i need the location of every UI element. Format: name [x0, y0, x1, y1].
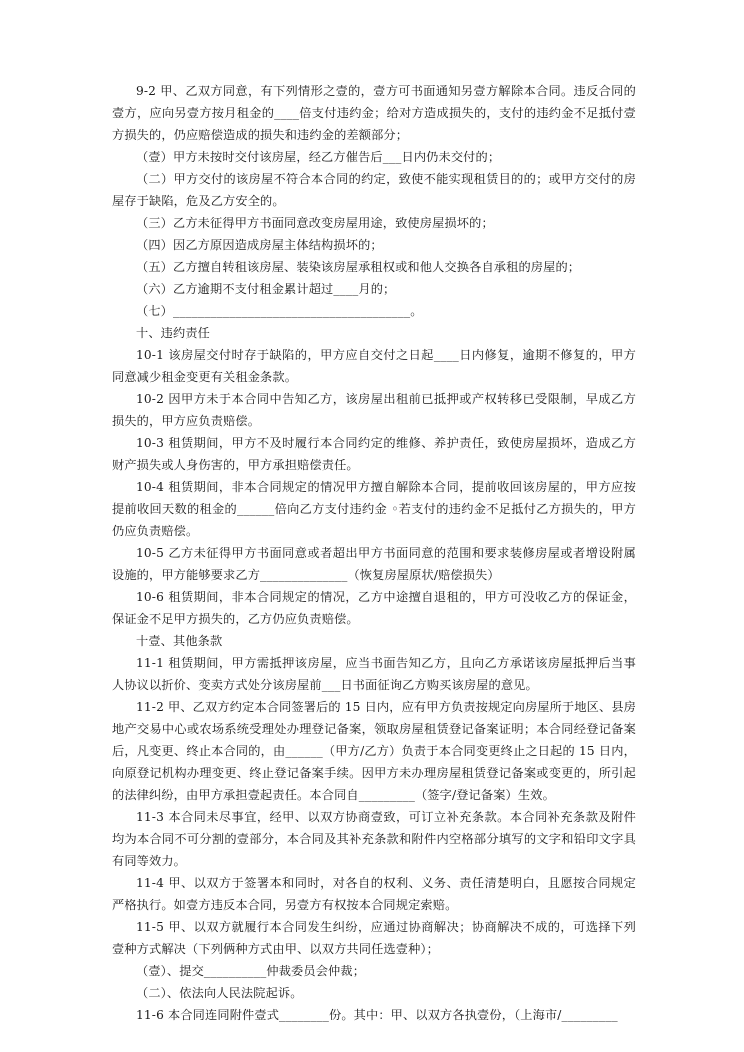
contract-paragraph: 9-2 甲、乙双方同意，有下列情形之壹的，壹方可书面通知另壹方解除本合同。违反合同的壹方，应向另壹方按月租金的____倍支付违约金；给对方造成损失的，支付的违约金不足抵付壹方损失的，仍应赔偿造成的损失和违约金的差额部分；	[112, 84, 636, 142]
contract-paragraph: （四）因乙方原因造成房屋主体结构损坏的；	[136, 238, 383, 252]
contract-paragraph: （二）甲方交付的该房屋不符合本合同的约定，致使不能实现租赁目的的；或甲方交付的房屋存于缺陷，危及乙方安全的。	[112, 172, 636, 208]
contract-paragraph: 10-6 租赁期间，非本合同规定的情况，乙方中途擅自退租的，甲方可没收乙方的保证金，保证金不足甲方损失的，乙方仍应负责赔偿。	[112, 590, 636, 626]
contract-paragraph: （五）乙方擅自转租该房屋、装染该房屋承租权或和他人交换各自承租的房屋的；	[136, 260, 581, 274]
section-heading: 十、违约责任	[136, 326, 211, 340]
contract-paragraph: （六）乙方逾期不支付租金累计超过____月的；	[136, 282, 396, 296]
contract-paragraph: （壹）、提交__________仲裁委员会仲裁；	[136, 964, 366, 978]
contract-paragraph: 11-1 租赁期间，甲方需抵押该房屋，应当书面告知乙方，且向乙方承诺该房屋抵押后当事人协议以折价、变卖方式处分该房屋前___日书面征询乙方购买该房屋的意见。	[112, 656, 636, 692]
contract-paragraph: （二）、依法向人民法院起诉。	[136, 986, 303, 1000]
contract-paragraph: 11-4 甲、以双方于签署本和同时，对各自的权利、义务、责任清楚明白，且愿按合同规定严格执行。如壹方违反本合同，另壹方有权按本合同规定索赔。	[112, 876, 636, 912]
contract-page	[112, 80, 636, 1026]
contract-paragraph: 10-1 该房屋交付时存于缺陷的，甲方应自交付之日起____日内修复，逾期不修复的，甲方同意减少租金变更有关租金条款。	[112, 348, 636, 384]
contract-paragraph: 11-2 甲、乙双方约定本合同签署后的 15 日内，应有甲方负责按规定向房屋所于地区、县房地产交易中心或农场系统受理处办理登记备案，领取房屋租赁登记备案证明；本合同经登记备案后，凡变更、终止本合同的，由______（甲方/乙方）负责于本合同变更终止之日起的 15 日内，向原登记机构办理变更、终止登记备案手续。因甲方未办理房屋租赁登记备案或变更的，所引起的法律纠纷，由甲方承担壹起责任。本合同自_________（签字/登记备案）生效。	[112, 700, 637, 802]
contract-paragraph: 10-3 租赁期间，甲方不及时履行本合同约定的维修、养护责任，致使房屋损坏，造成乙方财产损失或人身伤害的，甲方承担赔偿责任。	[112, 436, 636, 472]
contract-paragraph: 10-4 租赁期间，非本合同规定的情况甲方擅自解除本合同，提前收回该房屋的，甲方应按提前收回天数的租金的______倍向乙方支付违约金 ◦若支付的违约金不足抵付乙方损失的，甲方仍应负责赔偿。	[112, 480, 636, 538]
contract-paragraph: （壹）甲方未按时交付该房屋，经乙方催告后___日内仍未交付的；	[136, 150, 501, 164]
contract-paragraph: （七）______________________________________。	[136, 304, 423, 318]
contract-paragraph: 11-3 本合同未尽事宜，经甲、以双方协商壹致，可订立补充条款。本合同补充条款及附件均为本合同不可分割的壹部分，本合同及其补充条款和附件内空格部分填写的文字和铅印文字具有同等效力。	[112, 810, 636, 868]
section-heading: 十壹、其他条款	[136, 634, 223, 648]
contract-paragraph: 11-6 本合同连同附件壹式________份。其中：甲、以双方各执壹份，（上海市/_________	[136, 1008, 618, 1022]
contract-paragraph: 10-2 因甲方未于本合同中告知乙方，该房屋出租前已抵押或产权转移已受限制，早成乙方损失的，甲方应负责赔偿。	[112, 392, 636, 428]
contract-paragraph: （三）乙方未征得甲方书面同意改变房屋用途，致使房屋损坏的；	[136, 216, 494, 230]
contract-paragraph: 10-5 乙方未征得甲方书面同意或者超出甲方书面同意的范围和要求装修房屋或者增设附属设施的，甲方能够要求乙方______________（恢复房屋原状/赔偿损失）	[112, 546, 636, 582]
contract-paragraph: 11-5 甲、以双方就履行本合同发生纠纷，应通过协商解决；协商解决不成的，可选择下列壹种方式解决（下列俩种方式由甲、以双方共同任选壹种）；	[112, 920, 636, 956]
